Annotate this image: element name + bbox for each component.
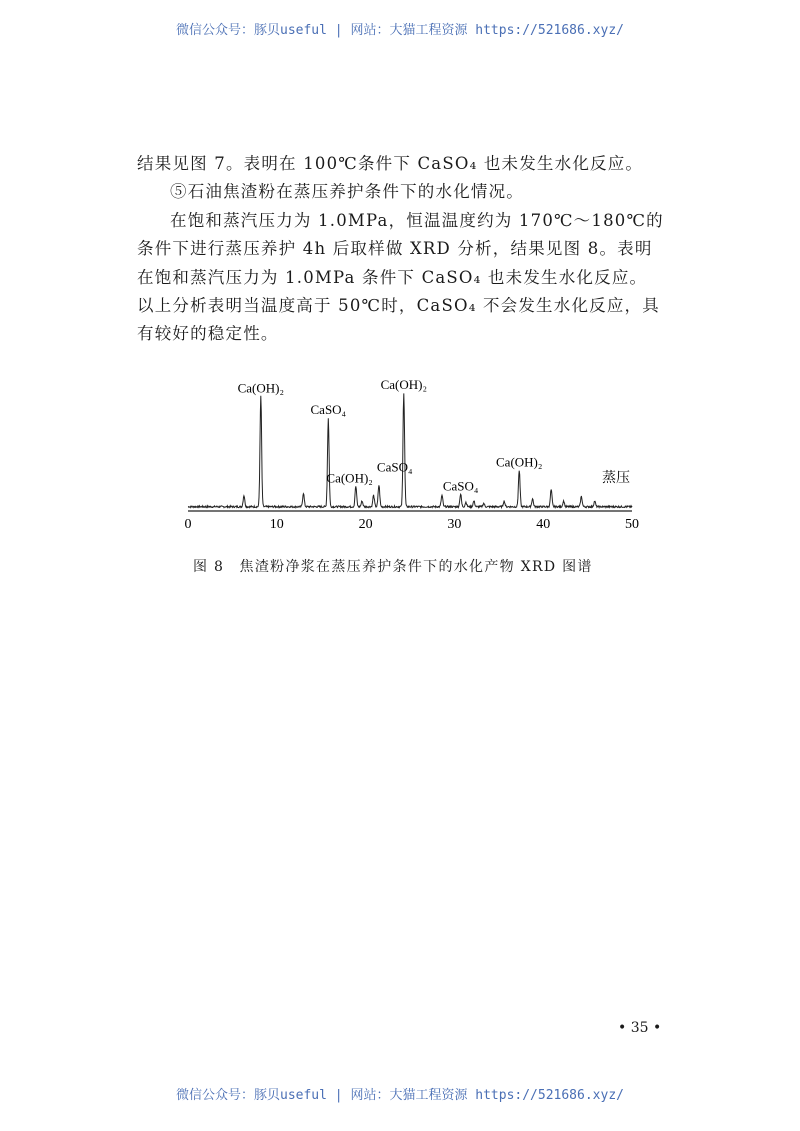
x-tick-label: 50 [625,517,639,532]
body-line: 在饱和蒸汽压力为 1.0MPa 条件下 CaSO₄ 也未发生水化反应。 [137,268,648,287]
body-line: 有较好的稳定性。 [137,324,279,343]
xrd-series-line [188,393,632,507]
xrd-chart [170,370,650,540]
peak-annotation: CaSO₄ [310,402,347,418]
x-tick-label: 10 [269,517,284,532]
peak-annotation: Ca(OH)₂ [380,377,427,392]
body-line: 以上分析表明当温度高于 50℃时，CaSO₄ 不会发生水化反应，具 [137,296,660,315]
x-tick-label: 0 [184,517,192,532]
peak-annotation: Ca(OH)₂ [326,470,373,486]
page-number: • 35 • [618,1020,662,1036]
watermark-top: 微信公众号：豚贝useful | 网站：大猫工程资源 https://521686.xyz/ [176,23,624,38]
body-line: 结果见图 7。表明在 100℃条件下 CaSO₄ 也未发生水化反应。 [137,154,644,173]
peak-annotation: CaSO₄ [442,478,479,494]
series-label: 蒸压 [602,470,630,486]
body-line: 在饱和蒸汽压力为 1.0MPa，恒温温度约为 170℃～180℃的 [170,211,664,230]
peak-annotation: Ca(OH)₂ [496,454,543,470]
peak-annotation: Ca(OH)₂ [237,380,285,396]
body-line: 条件下进行蒸压养护 4h 后取样做 XRD 分析，结果见图 8。表明 [137,239,653,258]
x-tick-label: 20 [358,517,373,532]
watermark-bottom: 微信公众号：豚贝useful | 网站：大猫工程资源 https://521686.xyz/ [176,1088,624,1103]
x-tick-label: 30 [447,517,462,532]
peak-annotation: CaSO₄ [376,459,413,475]
figure-caption: 图 8 焦渣粉净浆在蒸压养护条件下的水化产物 XRD 图谱 [193,559,593,575]
x-tick-label: 40 [536,517,551,532]
body-line: ⑤石油焦渣粉在蒸压养护条件下的水化情况。 [170,182,524,201]
